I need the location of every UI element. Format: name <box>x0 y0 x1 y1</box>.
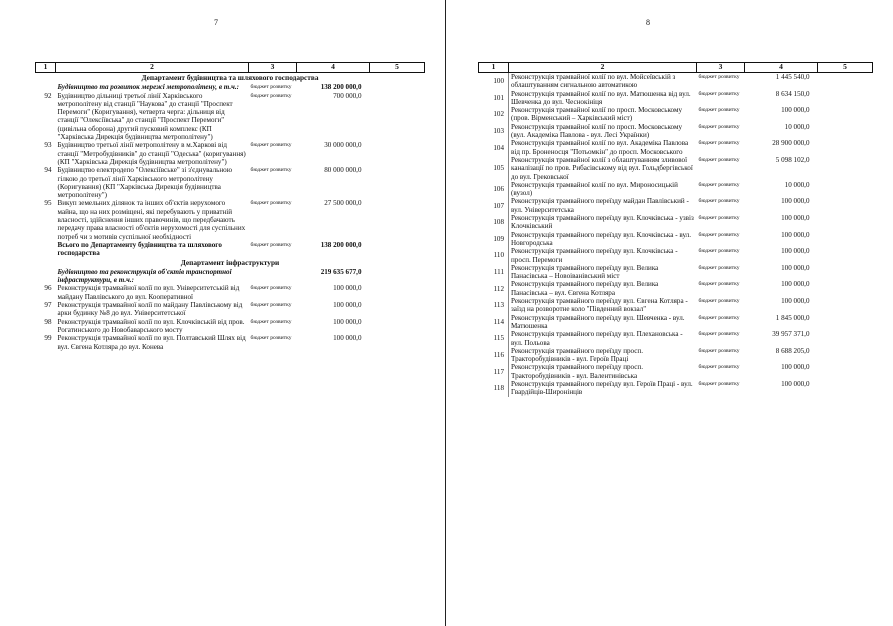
row-description: Будівництво електродепо "Олексіївське" зі з'єднувальною гілкою до третьої лінії Харківського метрополітену (Коригування) (КП "Харківська Дирекція будівництва метрополітену") <box>57 166 233 200</box>
amount: 138 200 000,0 <box>320 240 362 249</box>
row-description: Реконструкція трамвайного переїзду вул. Клочківська - вул. Новгородська <box>509 231 697 248</box>
amount: 1 845 000,0 <box>775 313 810 322</box>
amount: 80 000 000,0 <box>324 166 362 175</box>
funding-source: бюджет розвитку <box>250 335 292 342</box>
row-number: 117 <box>493 367 504 376</box>
notes-cell <box>818 156 873 181</box>
total-row <box>36 241 425 258</box>
amount: 100 000,0 <box>781 297 810 306</box>
table-row <box>479 181 873 198</box>
notes-cell <box>370 166 425 199</box>
row-description: Реконструкція трамвайного переїзду вул. Велика Панасівська – вул. Євгена Котляра <box>509 280 697 297</box>
row-description: Реконструкція трамвайної колії по вул. Полтавський Шлях від вул. Євгена Котляра до вул. Конева <box>57 334 246 351</box>
row-number: 118 <box>493 384 504 393</box>
row-number: 102 <box>493 110 504 119</box>
row-number <box>36 268 56 285</box>
funding-source: бюджет розвитку <box>698 181 740 188</box>
table-row <box>36 318 425 335</box>
row-description: Будівництво та розвиток мережі метрополітену, в т.ч.: <box>57 83 240 92</box>
table-row <box>479 231 873 248</box>
funding-source: бюджет розвитку <box>698 364 740 371</box>
row-description: Будівництво третьої лінії метрополітену в м.Харкові від станції "Метробудівників" до станції "Одеська" (коригування) (КП "Харківська Дирекція будівництва метрополітену") <box>57 141 246 166</box>
table-row <box>36 284 425 301</box>
col-header: 5 <box>370 63 425 73</box>
budget-table-right <box>478 62 873 397</box>
funding-source: бюджет розвитку <box>698 331 740 338</box>
row-description: Будівництво та реконструкція об'єктів транспортної інфраструктури, в т.ч.: <box>57 267 232 285</box>
page-number: 7 <box>214 18 218 27</box>
notes-cell <box>818 73 873 90</box>
table-row <box>479 330 873 347</box>
row-number: 113 <box>493 301 504 310</box>
funding-source: бюджет розвитку <box>698 123 740 130</box>
row-number: 94 <box>44 166 52 175</box>
amount: 10 000,0 <box>784 122 810 131</box>
notes-cell <box>370 301 425 318</box>
funding-source: бюджет розвитку <box>250 302 292 309</box>
col-header: 5 <box>818 63 873 73</box>
subtotal-row <box>36 268 425 285</box>
row-description: Реконструкція трамвайного переїзду вул. Клочківська - узвіз Клочківський <box>509 214 697 231</box>
table-row <box>479 280 873 297</box>
budget-table-left <box>35 62 425 351</box>
row-number: 100 <box>493 77 504 86</box>
funding-source: бюджет розвитку <box>250 92 292 99</box>
notes-cell <box>370 83 425 91</box>
notes-cell <box>370 318 425 335</box>
funding-source: бюджет розвитку <box>698 298 740 305</box>
amount: 700 000,0 <box>333 91 362 100</box>
row-number: 114 <box>493 317 504 326</box>
funding-source: бюджет розвитку <box>698 380 740 387</box>
funding-source: бюджет розвитку <box>250 142 292 149</box>
row-description: Реконструкція трамвайної колії по просп. Московському (вул. Академіка Павлова - вул. Лесі Українки) <box>509 123 697 140</box>
funding-source: бюджет розвитку <box>250 200 292 207</box>
table-row <box>479 73 873 90</box>
left-page <box>0 0 446 626</box>
department-heading: Департамент інфраструктури <box>180 257 280 267</box>
row-number: 106 <box>493 185 504 193</box>
row-description: Будівництво дільниці третьої лінії Харківського метрополітену від станції "Наукова" до станції "Проспект Перемоги" (Коригування), четверта черга: дільниця від станції "Олексіївська" до станції "Проспект Перемоги" (цивільна оборона) другий пусковий комплекс (КП "Харківська Дирекція будівництва метрополітену") <box>57 91 233 142</box>
row-description: Реконструкція трамвайної колії по вул. Університетській від майдану Павлівського до вул. Кооперативної <box>57 284 240 301</box>
notes-cell <box>818 297 873 314</box>
row-description: Реконструкція трамвайної колії по просп. Московському (пров. Вірменський – Харківський міст) <box>509 106 697 123</box>
table-row <box>479 347 873 364</box>
notes-cell <box>818 363 873 380</box>
funding-source: бюджет розвитку <box>698 264 740 271</box>
row-number: 110 <box>493 251 504 260</box>
row-description: Реконструкція трамвайного переїзду просп. Тракторобудівників - вул. Героїв Праці <box>509 347 697 364</box>
amount: 39 957 371,0 <box>772 330 810 339</box>
table-row <box>36 166 425 199</box>
row-number: 105 <box>493 164 504 173</box>
table-row <box>36 141 425 166</box>
funding-source: бюджет розвитку <box>698 140 740 147</box>
amount: 138 200 000,0 <box>320 83 362 92</box>
row-description: Реконструкція трамвайного переїзду вул. Клочківська - просп. Перемоги <box>509 247 697 264</box>
amount: 100 000,0 <box>333 317 362 326</box>
amount: 27 500 000,0 <box>324 199 362 208</box>
table-row <box>479 214 873 231</box>
row-number: 103 <box>493 126 504 135</box>
funding-source: бюджет розвитку <box>250 84 292 91</box>
amount: 100 000,0 <box>781 197 810 206</box>
notes-cell <box>370 241 425 258</box>
funding-source: бюджет розвитку <box>698 314 740 321</box>
row-description: Реконструкція трамвайного переїзду вул. Героїв Праці - вул. Гвардійців-Широнінців <box>509 380 697 397</box>
row-description: Реконструкція трамвайного переїзду вул. Плехановська - вул. Польова <box>509 330 697 347</box>
amount: 100 000,0 <box>333 284 362 293</box>
funding-source: бюджет розвитку <box>250 285 292 292</box>
notes-cell <box>818 123 873 140</box>
row-number <box>36 83 56 91</box>
notes-cell <box>370 268 425 285</box>
col-header: 2 <box>509 63 697 73</box>
table-row <box>479 139 873 156</box>
funding-source: бюджет розвитку <box>698 198 740 205</box>
subtotal-row <box>36 83 425 91</box>
row-number: 95 <box>44 199 52 208</box>
col-header: 4 <box>297 63 370 73</box>
right-page <box>446 0 893 626</box>
page-number: 8 <box>646 18 650 27</box>
amount: 100 000,0 <box>781 230 810 239</box>
amount: 100 000,0 <box>781 106 810 115</box>
row-description: Реконструкція трамвайної колії з облаштуванням зливової каналізації по пров. Рибасівському від вул. Гольдбергівської до вул. Грековської <box>509 156 697 181</box>
row-description: Реконструкція трамвайної колії по вул. Клочківській від пров. Рогатинського до Новобаварського мосту <box>57 317 245 334</box>
row-number: 92 <box>44 91 52 100</box>
amount: 100 000,0 <box>781 379 810 388</box>
funding-source: бюджет розвитку <box>698 248 740 255</box>
amount: 5 098 102,0 <box>775 155 810 164</box>
table-row <box>479 156 873 181</box>
funding-source: бюджет розвитку <box>250 318 292 325</box>
row-number: 111 <box>493 267 504 276</box>
row-description: Реконструкція трамвайного переїзду вул. Велика Панасівська – Новоіванівський міст <box>509 264 697 281</box>
department-heading: Департамент будівництва та шляхового господарства <box>141 73 319 82</box>
notes-cell <box>818 231 873 248</box>
row-description: Реконструкція трамвайної колії по майдану Павлівському від арки будинку №8 до вул. Університетської <box>57 301 243 318</box>
department-heading-row <box>36 73 425 84</box>
row-description: Реконструкція трамвайної колії по вул. Мироносицькій (вузол) <box>509 181 697 198</box>
funding-source <box>249 268 297 285</box>
col-header: 2 <box>56 63 249 73</box>
row-number: 115 <box>493 334 504 343</box>
table-row <box>479 123 873 140</box>
table-row <box>479 264 873 281</box>
table-row <box>479 90 873 107</box>
notes-cell <box>818 181 873 198</box>
amount: 10 000,0 <box>784 180 810 189</box>
notes-cell <box>818 347 873 364</box>
col-header: 3 <box>697 63 745 73</box>
notes-cell <box>818 106 873 123</box>
row-number: 109 <box>493 234 504 243</box>
row-number: 101 <box>493 93 504 102</box>
amount: 8 634 150,0 <box>775 89 810 98</box>
row-description: Реконструкція трамвайної колії по вул. Академіка Павлова від пр. Броненосця "Потьомкін" до просп. Московського <box>509 139 697 156</box>
amount: 100 000,0 <box>333 334 362 343</box>
row-number: 99 <box>44 334 52 343</box>
notes-cell <box>370 334 425 351</box>
row-description: Всього по Департаменту будівництва та шляхового господарства <box>57 240 222 258</box>
row-description: Реконструкція трамвайного переїзду вул. Шевченка - вул. Матюшенка <box>509 314 697 331</box>
row-number: 98 <box>44 317 52 326</box>
amount: 1 445 540,0 <box>775 73 810 81</box>
notes-cell <box>818 247 873 264</box>
notes-cell <box>370 92 425 142</box>
row-description: Викуп земельних ділянок та інших об'єктів нерухомого майна, що на них розміщені, які перебувають у приватній власності, здійснення інших правочинів, що передбачають передачу права власності об'єктів нерухомості для суспільних потреб чи з мотивів суспільної необхідності <box>57 199 246 241</box>
funding-source: бюджет розвитку <box>698 107 740 114</box>
amount: 219 635 677,0 <box>320 267 362 276</box>
amount: 28 900 000,0 <box>772 139 810 148</box>
row-number: 116 <box>493 350 504 359</box>
table-row <box>479 297 873 314</box>
row-description: Реконструкція трамвайного переїзду вул. Євгена Котляра - заїзд на розворотне коло "Південний вокзал" <box>509 297 697 314</box>
amount: 100 000,0 <box>781 280 810 289</box>
amount: 100 000,0 <box>781 247 810 256</box>
funding-source: бюджет розвитку <box>698 347 740 354</box>
table-header-row <box>36 63 425 73</box>
table-row <box>479 380 873 397</box>
row-description: Реконструкція трамвайного переїзду просп. Тракторобудівників - вул. Валентинівська <box>509 363 697 380</box>
row-description: Реконструкція трамвайної колії по вул. Матюшенка від вул. Шевченка до вул. Чеснокініця <box>509 90 697 107</box>
notes-cell <box>818 197 873 214</box>
notes-cell <box>370 199 425 240</box>
table-row <box>479 106 873 123</box>
department-heading-row <box>36 258 425 268</box>
notes-cell <box>818 214 873 231</box>
funding-source: бюджет розвитку <box>250 241 292 248</box>
notes-cell <box>818 330 873 347</box>
table-row <box>479 314 873 331</box>
row-number: 97 <box>44 301 52 310</box>
row-number: 93 <box>44 141 52 150</box>
row-number: 108 <box>493 218 504 227</box>
row-number <box>36 241 56 258</box>
table-row <box>36 301 425 318</box>
table-row <box>36 334 425 351</box>
col-header: 4 <box>745 63 818 73</box>
funding-source: бюджет розвитку <box>698 90 740 97</box>
row-number: 112 <box>493 284 504 293</box>
funding-source: бюджет розвитку <box>698 74 740 80</box>
notes-cell <box>818 380 873 397</box>
amount: 100 000,0 <box>781 363 810 372</box>
table-row <box>36 92 425 142</box>
table-row <box>479 197 873 214</box>
notes-cell <box>818 139 873 156</box>
row-description: Реконструкція трамвайного переїзду майдан Павлівський - вул. Університетська <box>509 197 697 214</box>
col-header: 1 <box>479 63 509 73</box>
funding-source: бюджет розвитку <box>250 167 292 174</box>
row-number: 96 <box>44 284 52 293</box>
amount: 100 000,0 <box>333 301 362 310</box>
table-row <box>479 363 873 380</box>
notes-cell <box>370 284 425 301</box>
notes-cell <box>818 314 873 331</box>
funding-source: бюджет розвитку <box>698 281 740 288</box>
row-description: Реконструкція трамвайної колії по вул. Мойсеївській з облаштуванням сигнальною автоматикою <box>509 73 697 90</box>
amount: 100 000,0 <box>781 214 810 223</box>
notes-cell <box>818 264 873 281</box>
amount: 30 000 000,0 <box>324 141 362 150</box>
amount: 8 688 205,0 <box>775 346 810 355</box>
funding-source: бюджет розвитку <box>698 231 740 238</box>
notes-cell <box>818 90 873 107</box>
table-row <box>36 199 425 240</box>
funding-source: бюджет розвитку <box>698 156 740 163</box>
row-number: 107 <box>493 201 504 210</box>
row-number: 104 <box>493 143 504 152</box>
col-header: 3 <box>249 63 297 73</box>
col-header: 1 <box>36 63 56 73</box>
amount: 100 000,0 <box>781 263 810 272</box>
table-header-row <box>479 63 873 73</box>
funding-source: бюджет розвитку <box>698 215 740 222</box>
table-row <box>479 247 873 264</box>
notes-cell <box>818 280 873 297</box>
notes-cell <box>370 141 425 166</box>
